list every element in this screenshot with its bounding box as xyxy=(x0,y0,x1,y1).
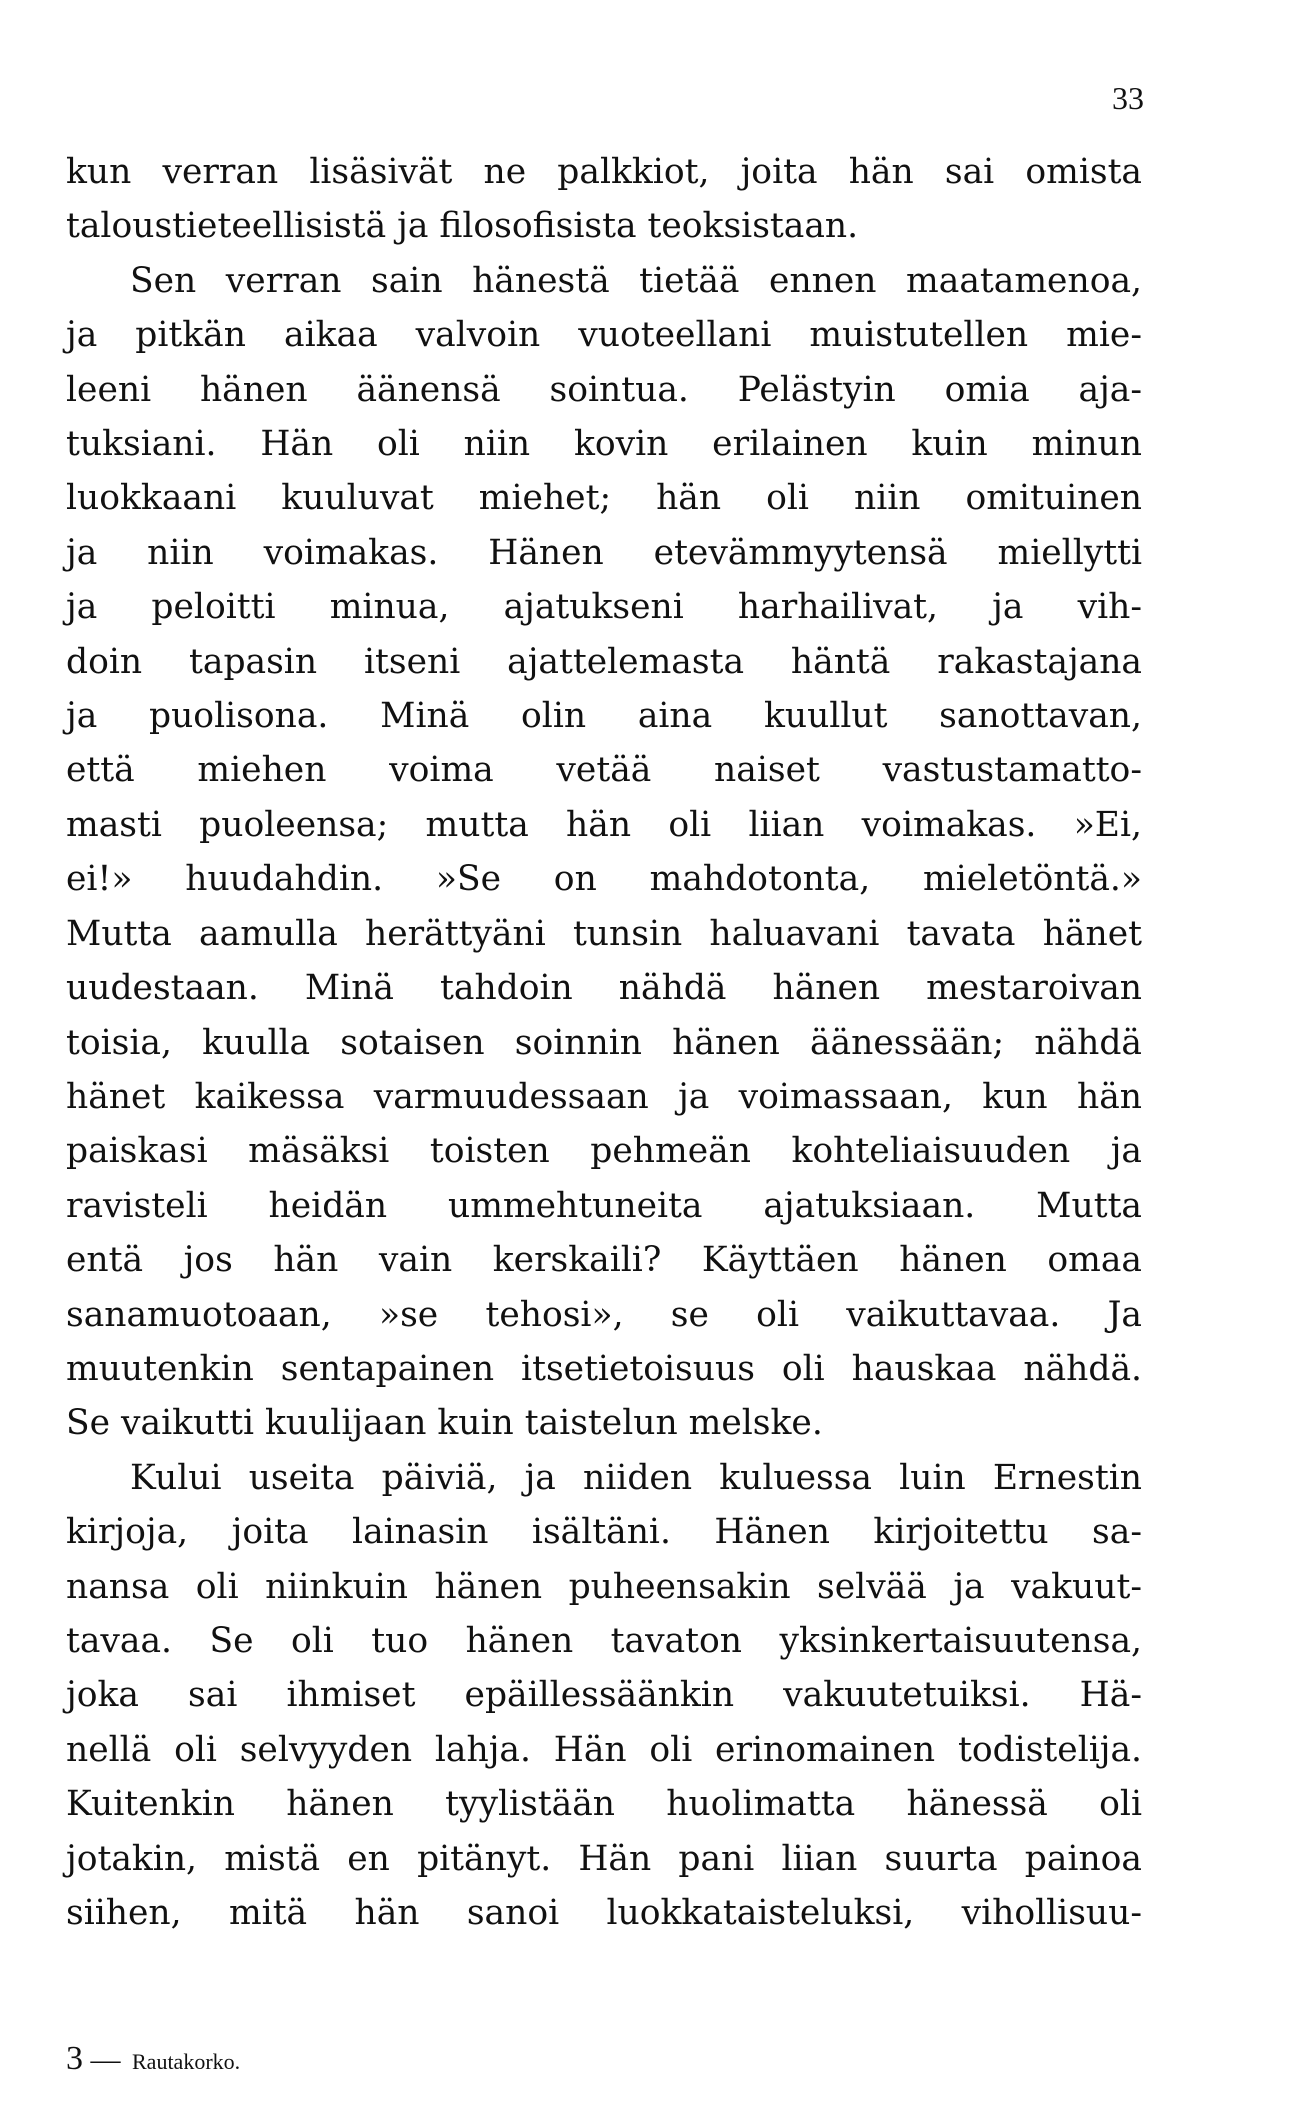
text-line: ravisteli heidän ummehtuneita ajatuksiaan. Mutta xyxy=(66,1185,1142,1226)
signature-title: Rautakorko. xyxy=(132,2049,241,2074)
text-line: kun verran lisäsivät ne palkkiot, joita hän sai omista xyxy=(66,152,1142,192)
text-line: doin tapasin itseni ajattelemasta häntä rakastajana xyxy=(66,641,1142,682)
text-line: taloustieteellisistä ja filosofisista teoksistaan. xyxy=(66,206,859,247)
text-line: sanamuotoaan, »se tehosi», se oli vaikuttavaa. Ja xyxy=(66,1294,1142,1335)
text-line: tuksiani. Hän oli niin kovin erilainen kuin minun xyxy=(66,424,1142,465)
text-line: entä jos hän vain kerskaili? Käyttäen hänen omaa xyxy=(66,1240,1142,1281)
text-line: Kului useita päiviä, ja niiden kuluessa luin Ernestin xyxy=(130,1457,1142,1498)
text-line: hänet kaikessa varmuudessaan ja voimassaan, kun hän xyxy=(66,1076,1142,1117)
text-line: ei!» huudahdin. »Se on mahdotonta, mieletöntä.» xyxy=(66,859,1142,900)
text-line: Sen verran sain hänestä tietää ennen maatamenoa, xyxy=(130,260,1142,301)
text-line: masti puoleensa; mutta hän oli liian voimakas. »Ei, xyxy=(66,804,1142,845)
printer-signature xyxy=(66,2040,240,2078)
text-line: siihen, mitä hän sanoi luokkataisteluksi, vihollisuu- xyxy=(66,1893,1142,1933)
text-line: joka sai ihmiset epäillessäänkin vakuutetuiksi. Hä- xyxy=(66,1675,1142,1716)
text-line: paiskasi mäsäksi toisten pehmeän kohteliaisuuden ja xyxy=(66,1131,1142,1172)
text-line: ja peloitti minua, ajatukseni harhailivat, ja vih- xyxy=(66,587,1142,628)
text-line: toisia, kuulla sotaisen soinnin hänen äänessään; nähdä xyxy=(66,1022,1142,1063)
text-line: Kuitenkin hänen tyylistään huolimatta hänessä oli xyxy=(66,1784,1142,1825)
signature-number: 3 xyxy=(66,2040,83,2077)
text-line: Mutta aamulla herättyäni tunsin haluavani tavata hänet xyxy=(66,913,1142,954)
text-line: ja pitkän aikaa valvoin vuoteellani muistutellen mie- xyxy=(66,315,1142,356)
text-line: luokkaani kuuluvat miehet; hän oli niin omituinen xyxy=(66,478,1142,519)
text-line: muutenkin sentapainen itsetietoisuus oli hauskaa nähdä. xyxy=(66,1348,1142,1389)
text-line: uudestaan. Minä tahdoin nähdä hänen mestaroivan xyxy=(66,968,1142,1009)
text-line: nellä oli selvyyden lahja. Hän oli erinomainen todistelija. xyxy=(66,1729,1142,1770)
text-line: leeni hänen äänensä sointua. Pelästyin omia aja- xyxy=(66,369,1142,410)
text-line: ja puolisona. Minä olin aina kuullut sanottavan, xyxy=(66,696,1142,737)
body-text xyxy=(66,145,1142,1940)
signature-dash: — xyxy=(90,2043,121,2076)
page-number: 33 xyxy=(1112,80,1144,116)
text-line: että miehen voima vetää naiset vastustamatto- xyxy=(66,750,1142,791)
text-line: jotakin, mistä en pitänyt. Hän pani liian suurta painoa xyxy=(66,1838,1142,1879)
text-line: ja niin voimakas. Hänen etevämmyytensä miellytti xyxy=(66,532,1142,573)
text-line: Se vaikutti kuulijaan kuin taistelun melske. xyxy=(66,1403,823,1444)
text-line: tavaa. Se oli tuo hänen tavaton yksinkertaisuutensa, xyxy=(66,1620,1142,1661)
text-line: kirjoja, joita lainasin isältäni. Hänen kirjoitettu sa- xyxy=(66,1512,1142,1553)
text-line: nansa oli niinkuin hänen puheensakin selvää ja vakuut- xyxy=(66,1566,1142,1607)
